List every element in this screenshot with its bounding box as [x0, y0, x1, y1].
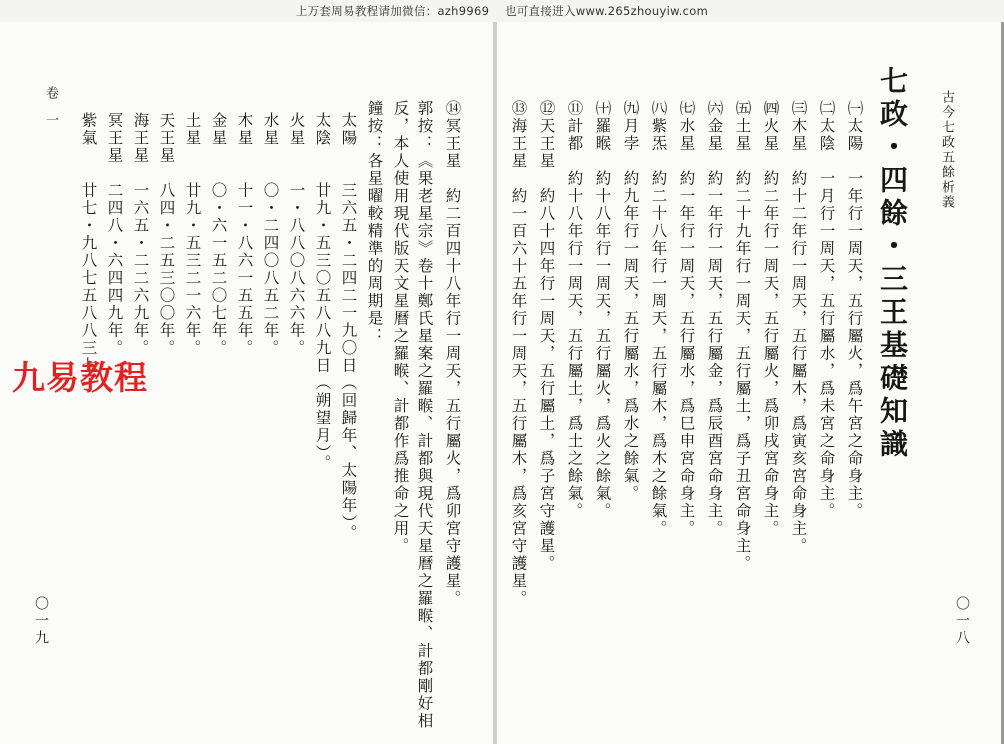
- list-item: ⑪計都 約十八年行一周天，五行屬土，爲土之餘氣。: [565, 100, 584, 520]
- list-item: ㈦水星 約一年行一周天，五行屬水，爲巳申宮命身主。: [677, 100, 696, 538]
- period-row: 木星 十一・八六一五五年。: [235, 112, 254, 357]
- list-item: ㈩羅睺 約十八年行一周天，五行屬火，爲火之餘氣。: [593, 100, 612, 520]
- list-item: ⑫天王星 約八十四年行一周天，五行屬土，爲子宮守護星。: [537, 100, 556, 573]
- volume-marker: 卷一: [43, 86, 58, 140]
- list-item: ㈢木星 約十二年行一周天，五行屬木，爲寅亥宮命身主。: [789, 100, 808, 555]
- guo-note-line-2: 反，本人使用現代版天文星曆之羅睺、計都作爲推命之用。: [391, 100, 410, 555]
- period-row: 冥王星 二四八・六四四九年。: [105, 112, 124, 357]
- list-item: ㈥金星 約一年行一周天，五行屬金，爲辰酉宮命身主。: [705, 100, 724, 538]
- list-item: ㈨月孛 約九年行一周天，五行屬水，爲水之餘氣。: [621, 100, 640, 503]
- list-item: ㈧紫炁 約二十八年行一周天，五行屬木，爲木之餘氣。: [649, 100, 668, 538]
- list-item: ㈤土星 約二十九年行一周天，五行屬土，爲子丑宮命身主。: [733, 100, 752, 573]
- period-row: 天王星 八四・二五三〇〇年。: [157, 112, 176, 357]
- running-header: 古今七政五餘析義: [939, 90, 954, 210]
- list-item: ㈠太陽 一年行一周天，五行屬火，爲午宮之命身主。: [845, 100, 864, 520]
- period-row: 紫氣 廿七・九八七五八八三七: [79, 112, 98, 375]
- zhong-note: 鐘按：各星曜較精準的周期是：: [365, 100, 384, 345]
- promo-banner: 上万套周易教程请加微信：azh9969 也可直接进入www.265zhouyiw.com: [295, 4, 709, 18]
- period-row: 海王星 一六五・二二六九年。: [131, 112, 150, 357]
- period-row: 火星 一・八八〇八六六年。: [287, 112, 306, 357]
- period-row: 太陰 廿九・五三〇五八八九日（朔望月）。: [313, 112, 332, 472]
- list-item: ⑭冥王星 約二百四十八年行一周天，五行屬火，爲卯宮守護星。: [443, 100, 462, 608]
- period-row: 太陽 三六五・二四二一九〇日（回歸年、太陽年）。: [339, 112, 358, 542]
- period-row: 水星 〇・二四〇八五二年。: [261, 112, 280, 357]
- watermark-logo: 九易教程: [12, 358, 148, 397]
- page-number-right: 〇一八: [954, 596, 970, 647]
- list-item: ㈡太陰 一月行一周天，五行屬水，爲未宮之命身主。: [817, 100, 836, 520]
- guo-note-line-1: 郭按：《果老星宗》卷十鄭氏星案之羅睺、計都與現代天星曆之羅睺、計都剛好相: [415, 100, 434, 730]
- page-number-left: 〇一九: [33, 596, 49, 647]
- page-title: 七政・四餘・三王基礎知識: [876, 66, 909, 462]
- list-item: ㈣火星 約二年行一周天，五行屬火，爲卯戌宮命身主。: [761, 100, 780, 538]
- period-row: 金星 〇・六一五二〇七年。: [209, 112, 228, 357]
- period-row: 土星 廿九・五三二一六年。: [183, 112, 202, 357]
- list-item: ⑬海王星 約一百六十五年行一周天，五行屬木，爲亥宮守護星。: [509, 100, 528, 608]
